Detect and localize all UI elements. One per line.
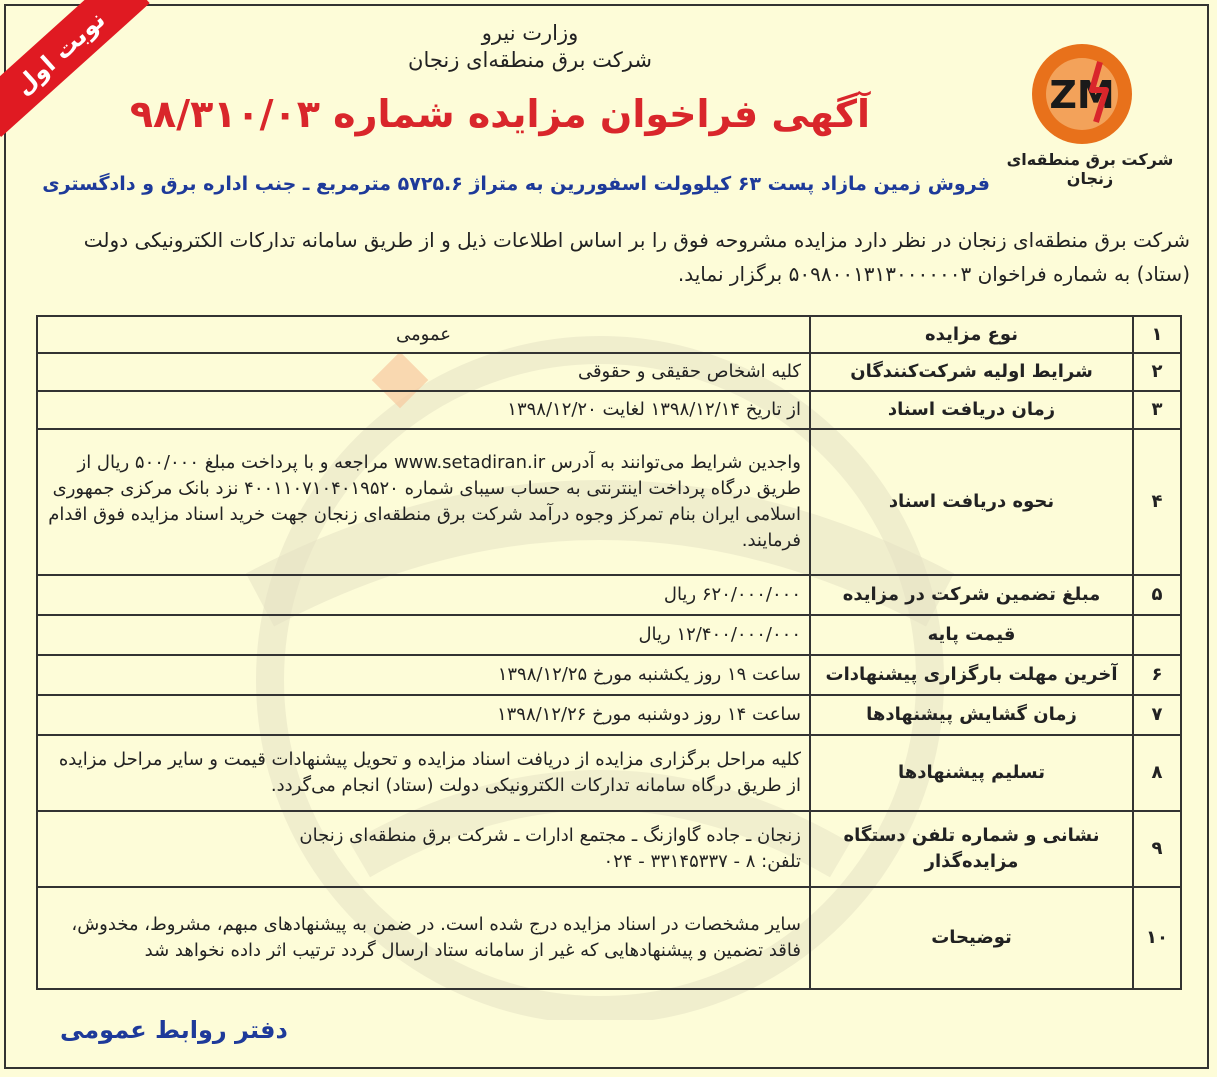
row-number: ۲ <box>1133 353 1181 391</box>
row-value <box>37 811 810 887</box>
row-value: از تاریخ ۱۳۹۸/۱۲/۱۴ لغایت ۱۳۹۸/۱۲/۲۰ <box>37 391 810 429</box>
intro-paragraph: شرکت برق منطقه‌ای زنجان در نظر دارد مزایده مشروحه فوق را بر اساس اطلاعات ذیل و از طریق سامانه تدارکات الکترونیکی دولت (ستاد) به شماره فراخوان ۵۰۹۸۰۰۱۳۱۳۰۰۰۰۰۰۳ برگزار نماید. <box>83 228 1190 286</box>
row-label: شرایط اولیه شرکت‌کنندگان <box>810 353 1133 391</box>
row-label: نوع مزایده <box>810 316 1133 353</box>
row-number: ۵ <box>1133 575 1181 615</box>
table-row <box>37 735 1181 811</box>
table-row <box>37 655 1181 695</box>
row-number: ۶ <box>1133 655 1181 695</box>
company-logo-icon <box>1030 42 1134 146</box>
ministry-header <box>380 20 680 74</box>
table-row <box>37 811 1181 887</box>
notice-title: آگهی فراخوان مزایده شماره ۹۸/۳۱۰/۰۳ <box>129 92 870 136</box>
table-row <box>37 316 1181 353</box>
row-label: نحوه دریافت اسناد <box>810 429 1133 575</box>
phone-line: تلفن: ۸ - ۳۳۱۴۵۳۳۷ - ۰۲۴ <box>603 851 801 872</box>
row-value: سایر مشخصات در اسناد مزایده درج شده است. در ضمن به پیشنهادهای مبهم، مشروط، مخدوش، فاقد تضمین و پیشنهادهایی که غیر از سامانه ستاد ارسال گردد ترتیب اثر داده نخواهد شد <box>37 887 810 989</box>
row-number: ۴ <box>1133 429 1181 575</box>
table-row <box>37 429 1181 575</box>
row-label: آخرین مهلت بارگزاری پیشنهادات <box>810 655 1133 695</box>
row-label: نشانی و شماره تلفن دستگاه مزایده‌گذار <box>810 811 1133 887</box>
row-value: واجدین شرایط می‌توانند به آدرس www.setadiran.ir مراجعه و با پرداخت مبلغ ۵۰۰/۰۰۰ ریال از طریق درگاه پرداخت اینترنتی به حساب سیبای شماره ۴۰۰۱۱۰۷۱۰۴۰۱۹۵۲۰ نزد بانک مرکزی جمهوری اسلامی ایران بنام تمرکز وجوه درآمد شرکت برق منطقه‌ای زنجان جهت خرید اسناد مزایده فوق اقدام فرمایند. <box>37 429 810 575</box>
row-value: ۱۲/۴۰۰/۰۰۰/۰۰۰ ریال <box>37 615 810 655</box>
table-row <box>37 615 1181 655</box>
ministry-name: وزارت نیرو <box>481 21 579 45</box>
row-number: ۱ <box>1133 316 1181 353</box>
row-label: توضیحات <box>810 887 1133 989</box>
row-label: قیمت پایه <box>810 615 1133 655</box>
footer-signature: دفتر روابط عمومی <box>60 1016 288 1044</box>
row-label: تسلیم پیشنهادها <box>810 735 1133 811</box>
row-label: زمان دریافت اسناد <box>810 391 1133 429</box>
address-line: زنجان ـ جاده گاوازنگ ـ مجتمع ادارات ـ شرکت برق منطقه‌ای زنجان <box>299 825 801 846</box>
ribbon-corner <box>0 0 150 150</box>
row-label: زمان گشایش پیشنهادها <box>810 695 1133 735</box>
row-label: مبلغ تضمین شرکت در مزایده <box>810 575 1133 615</box>
row-number: ۷ <box>1133 695 1181 735</box>
row-value: عمومی <box>37 316 810 353</box>
row-number <box>1133 615 1181 655</box>
row-value: ساعت ۱۹ روز یکشنبه مورخ ۱۳۹۸/۱۲/۲۵ <box>37 655 810 695</box>
row-value: ساعت ۱۴ روز دوشنبه مورخ ۱۳۹۸/۱۲/۲۶ <box>37 695 810 735</box>
row-number: ۳ <box>1133 391 1181 429</box>
notice-table <box>36 315 1182 990</box>
row-value: کلیه مراحل برگزاری مزایده از دریافت اسناد مزایده و تحویل پیشنهادات قیمت و سایر مراحل مزایده از طریق درگاه سامانه تدارکات الکترونیکی دولت (ستاد) انجام می‌گردد. <box>37 735 810 811</box>
logo-letters: ZM <box>1049 73 1115 117</box>
row-value: ۶۲۰/۰۰۰/۰۰۰ ریال <box>37 575 810 615</box>
table-row <box>37 887 1181 989</box>
table-row <box>37 353 1181 391</box>
table-row <box>37 575 1181 615</box>
table-row <box>37 695 1181 735</box>
row-number: ۸ <box>1133 735 1181 811</box>
logo-caption: شرکت برق منطقه‌ای زنجان <box>1006 150 1174 188</box>
company-name: شرکت برق منطقه‌ای زنجان <box>408 48 652 72</box>
row-number: ۱۰ <box>1133 887 1181 989</box>
row-value: کلیه اشخاص حقیقی و حقوقی <box>37 353 810 391</box>
row-number: ۹ <box>1133 811 1181 887</box>
table-row <box>37 391 1181 429</box>
edition-ribbon: نوبت اول <box>0 0 150 137</box>
notice-subtitle: فروش زمین مازاد پست ۶۳ کیلوولت اسفوررین به متراژ ۵۷۲۵.۶ مترمربع ـ جنب اداره برق و دادگستری <box>42 173 990 195</box>
